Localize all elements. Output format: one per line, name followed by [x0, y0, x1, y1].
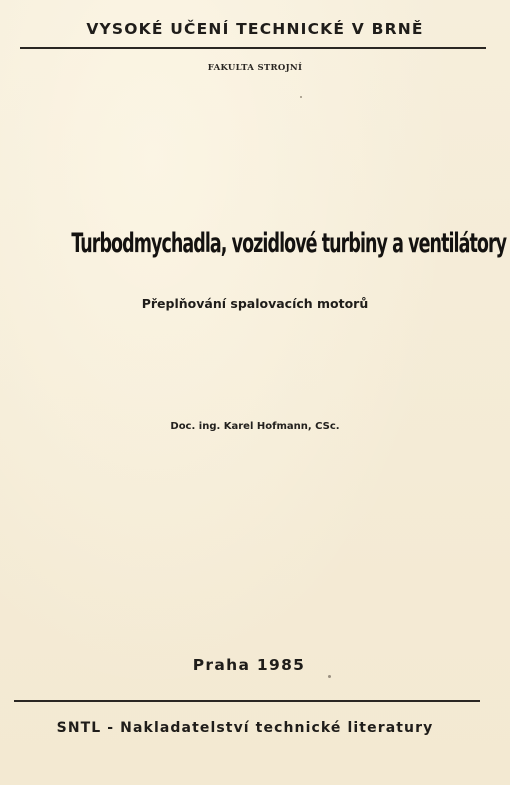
author-name: Doc. ing. Karel Hofmann, CSc. — [170, 421, 340, 432]
footer-rule — [14, 700, 480, 702]
paper-speck — [300, 96, 302, 98]
book-title: Turbodmychadla, vozidlové turbiny a ventilátory — [71, 228, 507, 259]
header-rule — [20, 47, 486, 49]
paper-speck — [328, 675, 331, 678]
faculty-name: FAKULTA STROJNÍ — [207, 63, 303, 73]
place-and-year: Praha 1985 — [192, 656, 306, 674]
publisher-name: SNTL - Nakladatelství technické literatury — [56, 720, 434, 736]
institution-name: VYSOKÉ UČENÍ TECHNICKÉ V BRNĚ — [86, 20, 424, 38]
book-subtitle: Přeplňování spalovacích motorů — [141, 296, 369, 311]
